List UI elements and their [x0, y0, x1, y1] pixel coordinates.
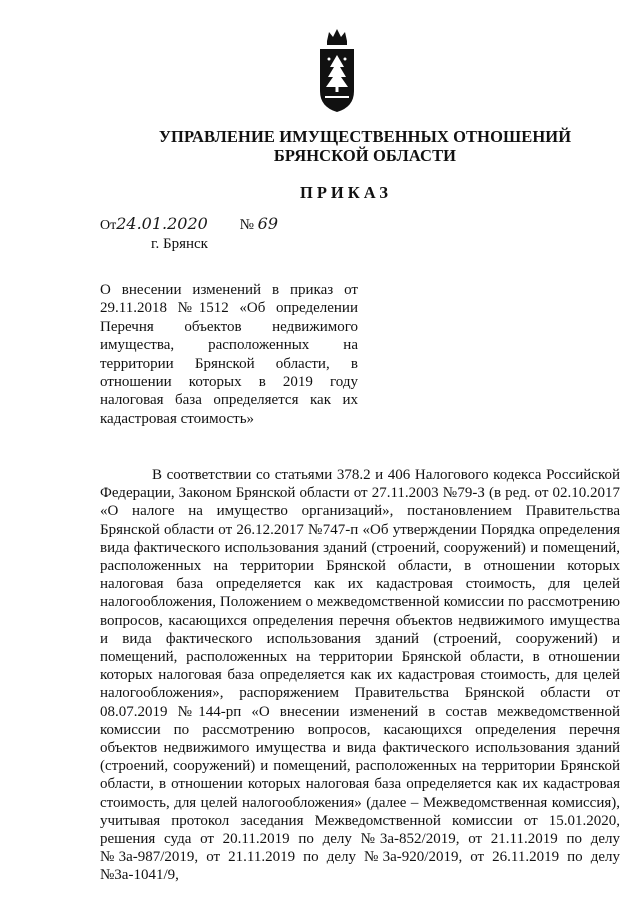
org-name-line2: БРЯНСКОЙ ОБЛАСТИ	[273, 146, 457, 165]
city: г. Брянск	[151, 236, 208, 252]
order-number: 69	[257, 214, 279, 233]
order-subject: О внесении изменений в приказ от 29.11.2018 №1512 «Об определении Перечня объектов недвижимого имущества, расположенных на территории Брянской области, в отношении которых в 2019 году налоговая база определяется как их кадастровая стоимость»	[100, 282, 358, 427]
date-label: От	[100, 218, 117, 233]
coat-of-arms-icon	[318, 27, 356, 113]
organization-name	[150, 127, 580, 165]
document-title: ПРИКАЗ	[300, 183, 392, 202]
body-paragraph: В соответствии со статьями 378.2 и 406 Налогового кодекса Российской Федерации, Законом Брянской области от 27.11.2003 №79-З (в ред. от 02.10.2017 «О налоге на имущество организаций», постановлением Правительства Брянской области от 26.12.2017 №747-п «Об утверждении Порядка определения вида фактического использования зданий (строений, сооружений) и помещений, расположенных на территории Брянской области, в отношении которых налоговая база определяется как их кадастровая стоимость, для целей налогообложения, Положением о межведомственной комиссии по рассмотрению вопросов, касающихся определения перечня объектов недвижимого имущества и вида фактического использования зданий (строений, сооружений) и помещений, расположенных на территории Брянской области, в отношении которых налоговая база определяется как их кадастровая стоимость, для целей налогообложения», распоряжением Правительства Брянской области от 08.07.2019 №144-рп «О внесении изменений в состав межведомственной комиссии по рассмотрению вопросов, касающихся определения перечня объектов недвижимого имущества и вида фактического использования зданий (строений, сооружений) и помещений, расположенных на территории Брянской области, в отношении которых налоговая база определяется как их кадастровая стоимость, для целей налогообложения» (далее – Межведомственная комиссия), учитывая протокол заседания Межведомственной комиссии от 15.01.2020, решения суда от 20.11.2019 по делу №3а-852/2019, от 21.11.2019 по делу №3а-987/2019, от 21.11.2019 по делу №3а-920/2019, от 26.11.2019 по делу №3а-1041/9,	[100, 467, 620, 884]
number-label: №	[239, 217, 254, 233]
order-date: 24.01.2020	[116, 214, 208, 233]
order-date-number-line	[100, 214, 278, 234]
org-name-line1: УПРАВЛЕНИЕ ИМУЩЕСТВЕННЫХ ОТНОШЕНИЙ	[158, 127, 572, 146]
